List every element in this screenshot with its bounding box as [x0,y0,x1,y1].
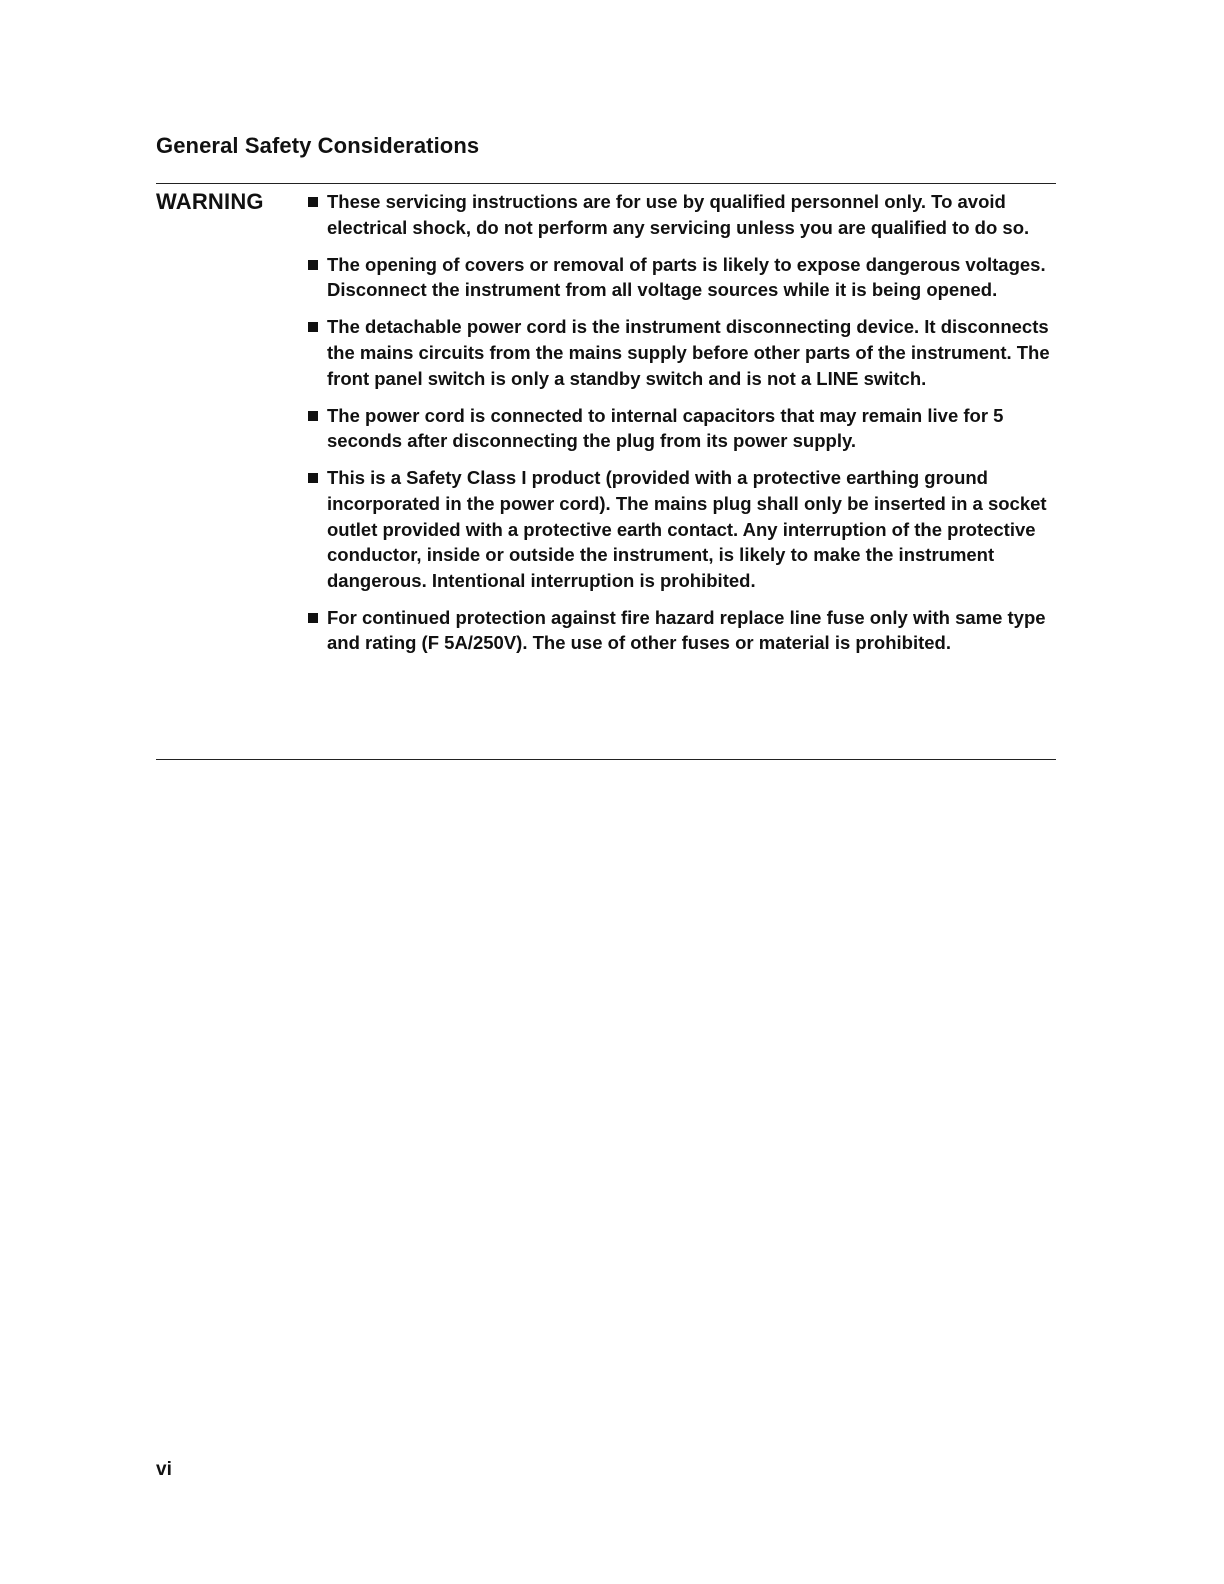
square-bullet-icon [308,473,318,483]
warning-item [307,189,1059,240]
warning-item-text: This is a Safety Class I product (provided with a protective earthing ground incorporated in the power cord). The mains plug shall only be inserted in a socket outlet provided with a protective earth contact. Any interruption of the protective conductor, inside or outside the instrument, is likely to make the instrument dangerous. Intentional interruption is prohibited. [327,467,1047,591]
square-bullet-icon [308,411,318,421]
page-title: General Safety Considerations [156,133,480,158]
warning-item-text: The power cord is connected to internal capacitors that may remain live for 5 seconds after disconnecting the plug from its power supply. [327,404,1004,452]
warning-item-text: The detachable power cord is the instrument disconnecting device. It disconnects the mains circuits from the mains supply before other parts of the instrument. The front panel switch is only a standby switch and is not a LINE switch. [327,316,1050,389]
warning-item [307,252,1059,303]
bottom-divider [156,759,1056,760]
warning-item [307,465,1059,593]
square-bullet-icon [308,197,318,207]
warning-label: WARNING [156,189,264,214]
square-bullet-icon [308,613,318,623]
warning-item [307,605,1059,656]
square-bullet-icon [308,322,318,332]
warning-item [307,314,1059,391]
warning-list [307,189,1059,668]
square-bullet-icon [308,260,318,270]
top-divider [156,183,1056,184]
warning-item-text: These servicing instructions are for use by qualified personnel only. To avoid electrical shock, do not perform any servicing unless you are qualified to do so. [327,191,1030,238]
warning-item [307,403,1059,454]
warning-item-text: The opening of covers or removal of parts is likely to expose dangerous voltages. Disconnect the instrument from all voltage sources while it is being opened. [327,253,1046,301]
page-number: vi [156,1459,172,1480]
warning-item-text: For continued protection against fire hazard replace line fuse only with same type and rating (F 5A/250V). The use of other fuses or material is prohibited. [327,606,1046,654]
